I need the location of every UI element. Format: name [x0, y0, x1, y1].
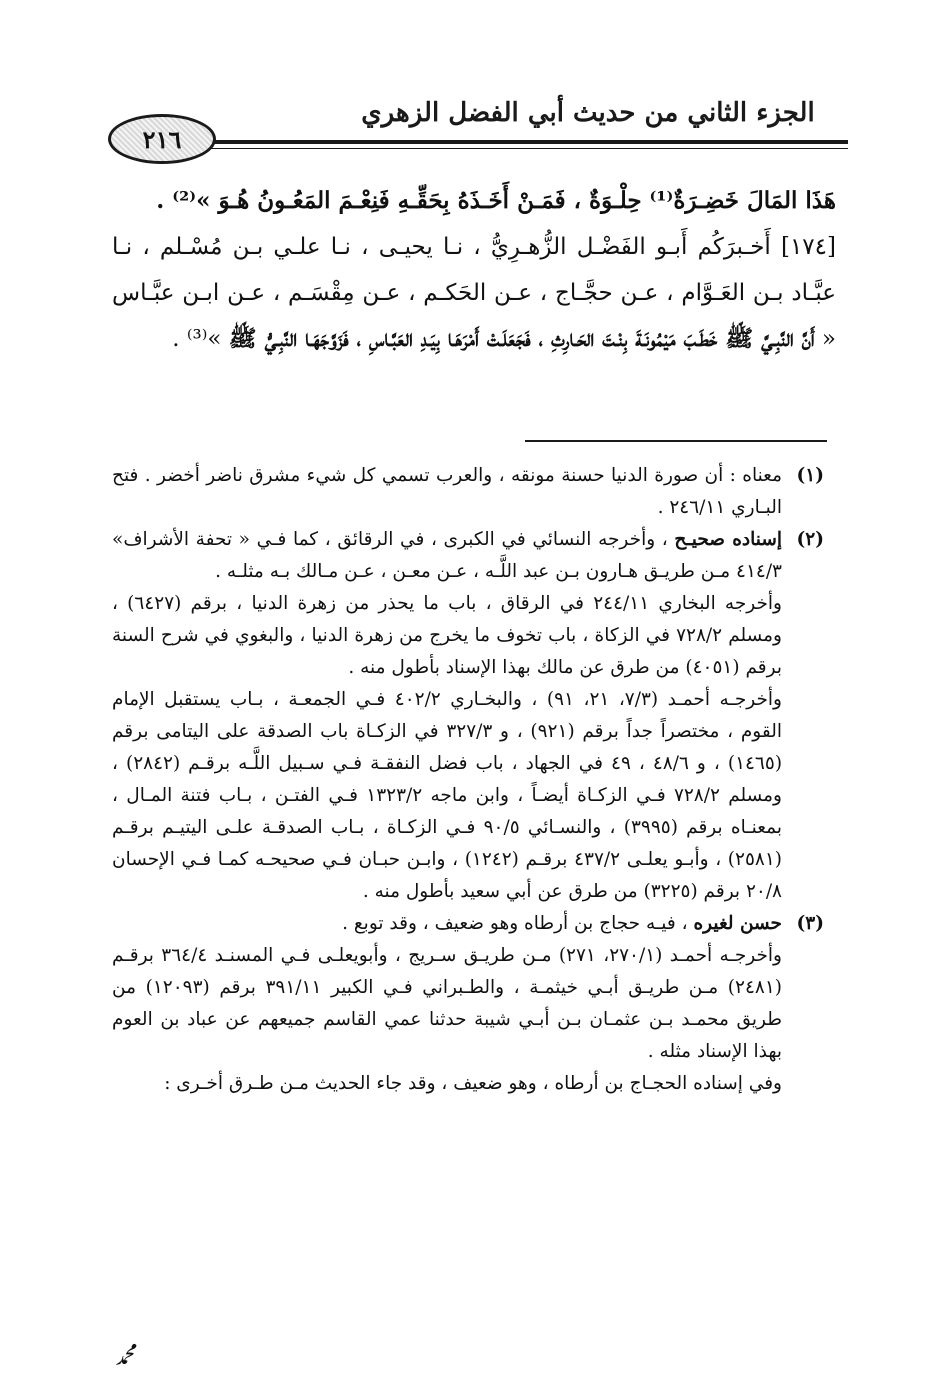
footnote-2 [112, 524, 824, 908]
footnote-text: وأخرجـه أحمـد (٢٧٠/١، ٢٧١) مـن طريـق سـريج ، وأبويعلـى فـي المسنـد ٣٦٤/٤ برقـم (٢٤٨١) مـن طريـق أبـي خيثمـة ، والطـبراني فـي الكبير ٣٩١/١١ برقم (١٢٠٩٣) من طريق محمـد بـن عثمـان بـن أبـي شيبة حدثنا عمي القاسم جميعهم عن عباد بن العوم بهذا الإسناد مثله . [112, 945, 782, 1062]
page-number: ٢١٦ [142, 124, 182, 154]
running-title: الجزء الثاني من حديث أبي الفضل الزهري [361, 98, 815, 128]
footnote-lead [112, 524, 782, 588]
footnotes [112, 460, 824, 1100]
footer-mark: ﷴ [115, 1345, 137, 1369]
footnote-number: (٣) [796, 913, 824, 934]
footnote-number: (١) [796, 465, 824, 486]
footnote-text: وفي إسناده الحجـاج بن أرطاه ، وهو ضعيف ، وقد جاء الحديث مـن طـرق أخـرى : [164, 1073, 782, 1094]
hadith-isnad: [١٧٤] أَخـبرَكُم أَبـو الفَضْـل الزُّهـرِيُّ ، نـا يحيـى ، نـا علـي بـن مُسْـلم ، نـا عبَّـاد بـن العَـوَّام ، عـن حجَّـاج ، عـن الحَكـم ، عـن مِقْسَـم ، عـن ابـن عبَّـاس « [112, 234, 836, 352]
footnote-separator [525, 440, 827, 442]
footnote-lead-text: ، فيـه حجاج بن أرطاه وهو ضعيف ، وقد توبع . [342, 913, 694, 934]
footnote-lead [112, 908, 782, 940]
header-rule-thin [188, 148, 848, 149]
hadith-matn: أَنَّ النَّبِـيَّ ﷺ خَطَـبَ مَيْمُونَـةَ بِنْـتَ الحَـارِثِ ، فَجَعَلَـتْ أَمْرَهَـا بِيَـدِ العَبَّـاسِ ، فَزَوَّجَهَـا النَّبِـيُّ ﷺ [228, 325, 815, 352]
header-rule [188, 140, 848, 144]
hadith-end: »⁽³⁾ . [172, 326, 222, 352]
grading: حسن لغيره [693, 913, 782, 934]
main-text [112, 178, 836, 362]
grading: إسناده صحيـح [674, 529, 782, 550]
footnote-text: معناه : أن صورة الدنيا حسنة مونقه ، والعرب تسمي كل شيء مشرق ناضر أخضر . فتح البـاري ٢٤٦/١١ . [112, 465, 782, 518]
footnote-number: (٢) [796, 529, 824, 550]
footnote-text: وأخرجه البخاري ٢٤٤/١١ في الرقاق ، باب ما يحذر من زهرة الدنيا ، برقم (٦٤٢٧) ، ومسلم ٧٢٨/٢ في الزكاة ، باب تخوف ما يخرج من زهرة الدنيا ، والبغوي في شرح السنة برقم (٤٠٥١) من طرق عن مالك بهذا الإسناد بأطول منه . [112, 593, 782, 678]
hadith-line-continuation: هَذَا المَالَ خَضِـرَةٌ⁽¹⁾ حِلْـوَةٌ ، فَمَـنْ أَخَـذَهُ بِحَقِّـهِ فَنِعْـمَ المَعُـونُ هُـوَ »⁽²⁾ . [156, 187, 836, 214]
footnote-text: وأخرجـه أحمـد (٧/٣، ٢١، ٩١) ، والبخـاري ٤٠٢/٢ فـي الجمعـة ، بـاب يستقبل الإمام القوم ، مختصراً جداً برقم (٩٢١) ، و ٣٢٧/٣ في الزكـاة باب الصدقة على اليتامى برقم (١٤٦٥) ، و ٤٨/٦ ، ٤٩ في الجهاد ، باب فضل النفقـة فـي سـبيل اللَّـه برقـم (٢٨٤٢) ، ومسلم ٧٢٨/٢ فـي الزكـاة أيضـاً ، وابن ماجه ١٣٢٣/٢ فـي الفتـن ، بـاب فتنة المـال ، بمعنـاه برقم (٣٩٩٥) ، والنسـائي ٩٠/٥ فـي الزكـاة ، بـاب الصدقـة علـى اليتيـم برقـم (٢٥٨١) ، وأبـو يعلـى ٤٣٧/٢ برقـم (١٢٤٢) ، وابـن حبـان فـي صحيحـه كمـا فـي الإحسان ٢٠/٨ برقم (٣٢٢٥) من طرق عن أبي سعيد بأطول منه . [112, 689, 783, 902]
page-header [108, 96, 848, 166]
footnote-3 [112, 908, 824, 1100]
page-number-badge [108, 114, 216, 164]
footnote-lead-text: ، وأخرجه النسائي في الكبرى ، في الرقائق ، كما فـي « تحفة الأشراف» ٤١٤/٣ مـن طريـق هـارون بـن عبد اللَّـه ، عـن معـن ، عـن مـالك بـه مثلـه . [112, 529, 782, 582]
hadith-174 [112, 224, 836, 362]
footnote-1 [112, 460, 824, 524]
